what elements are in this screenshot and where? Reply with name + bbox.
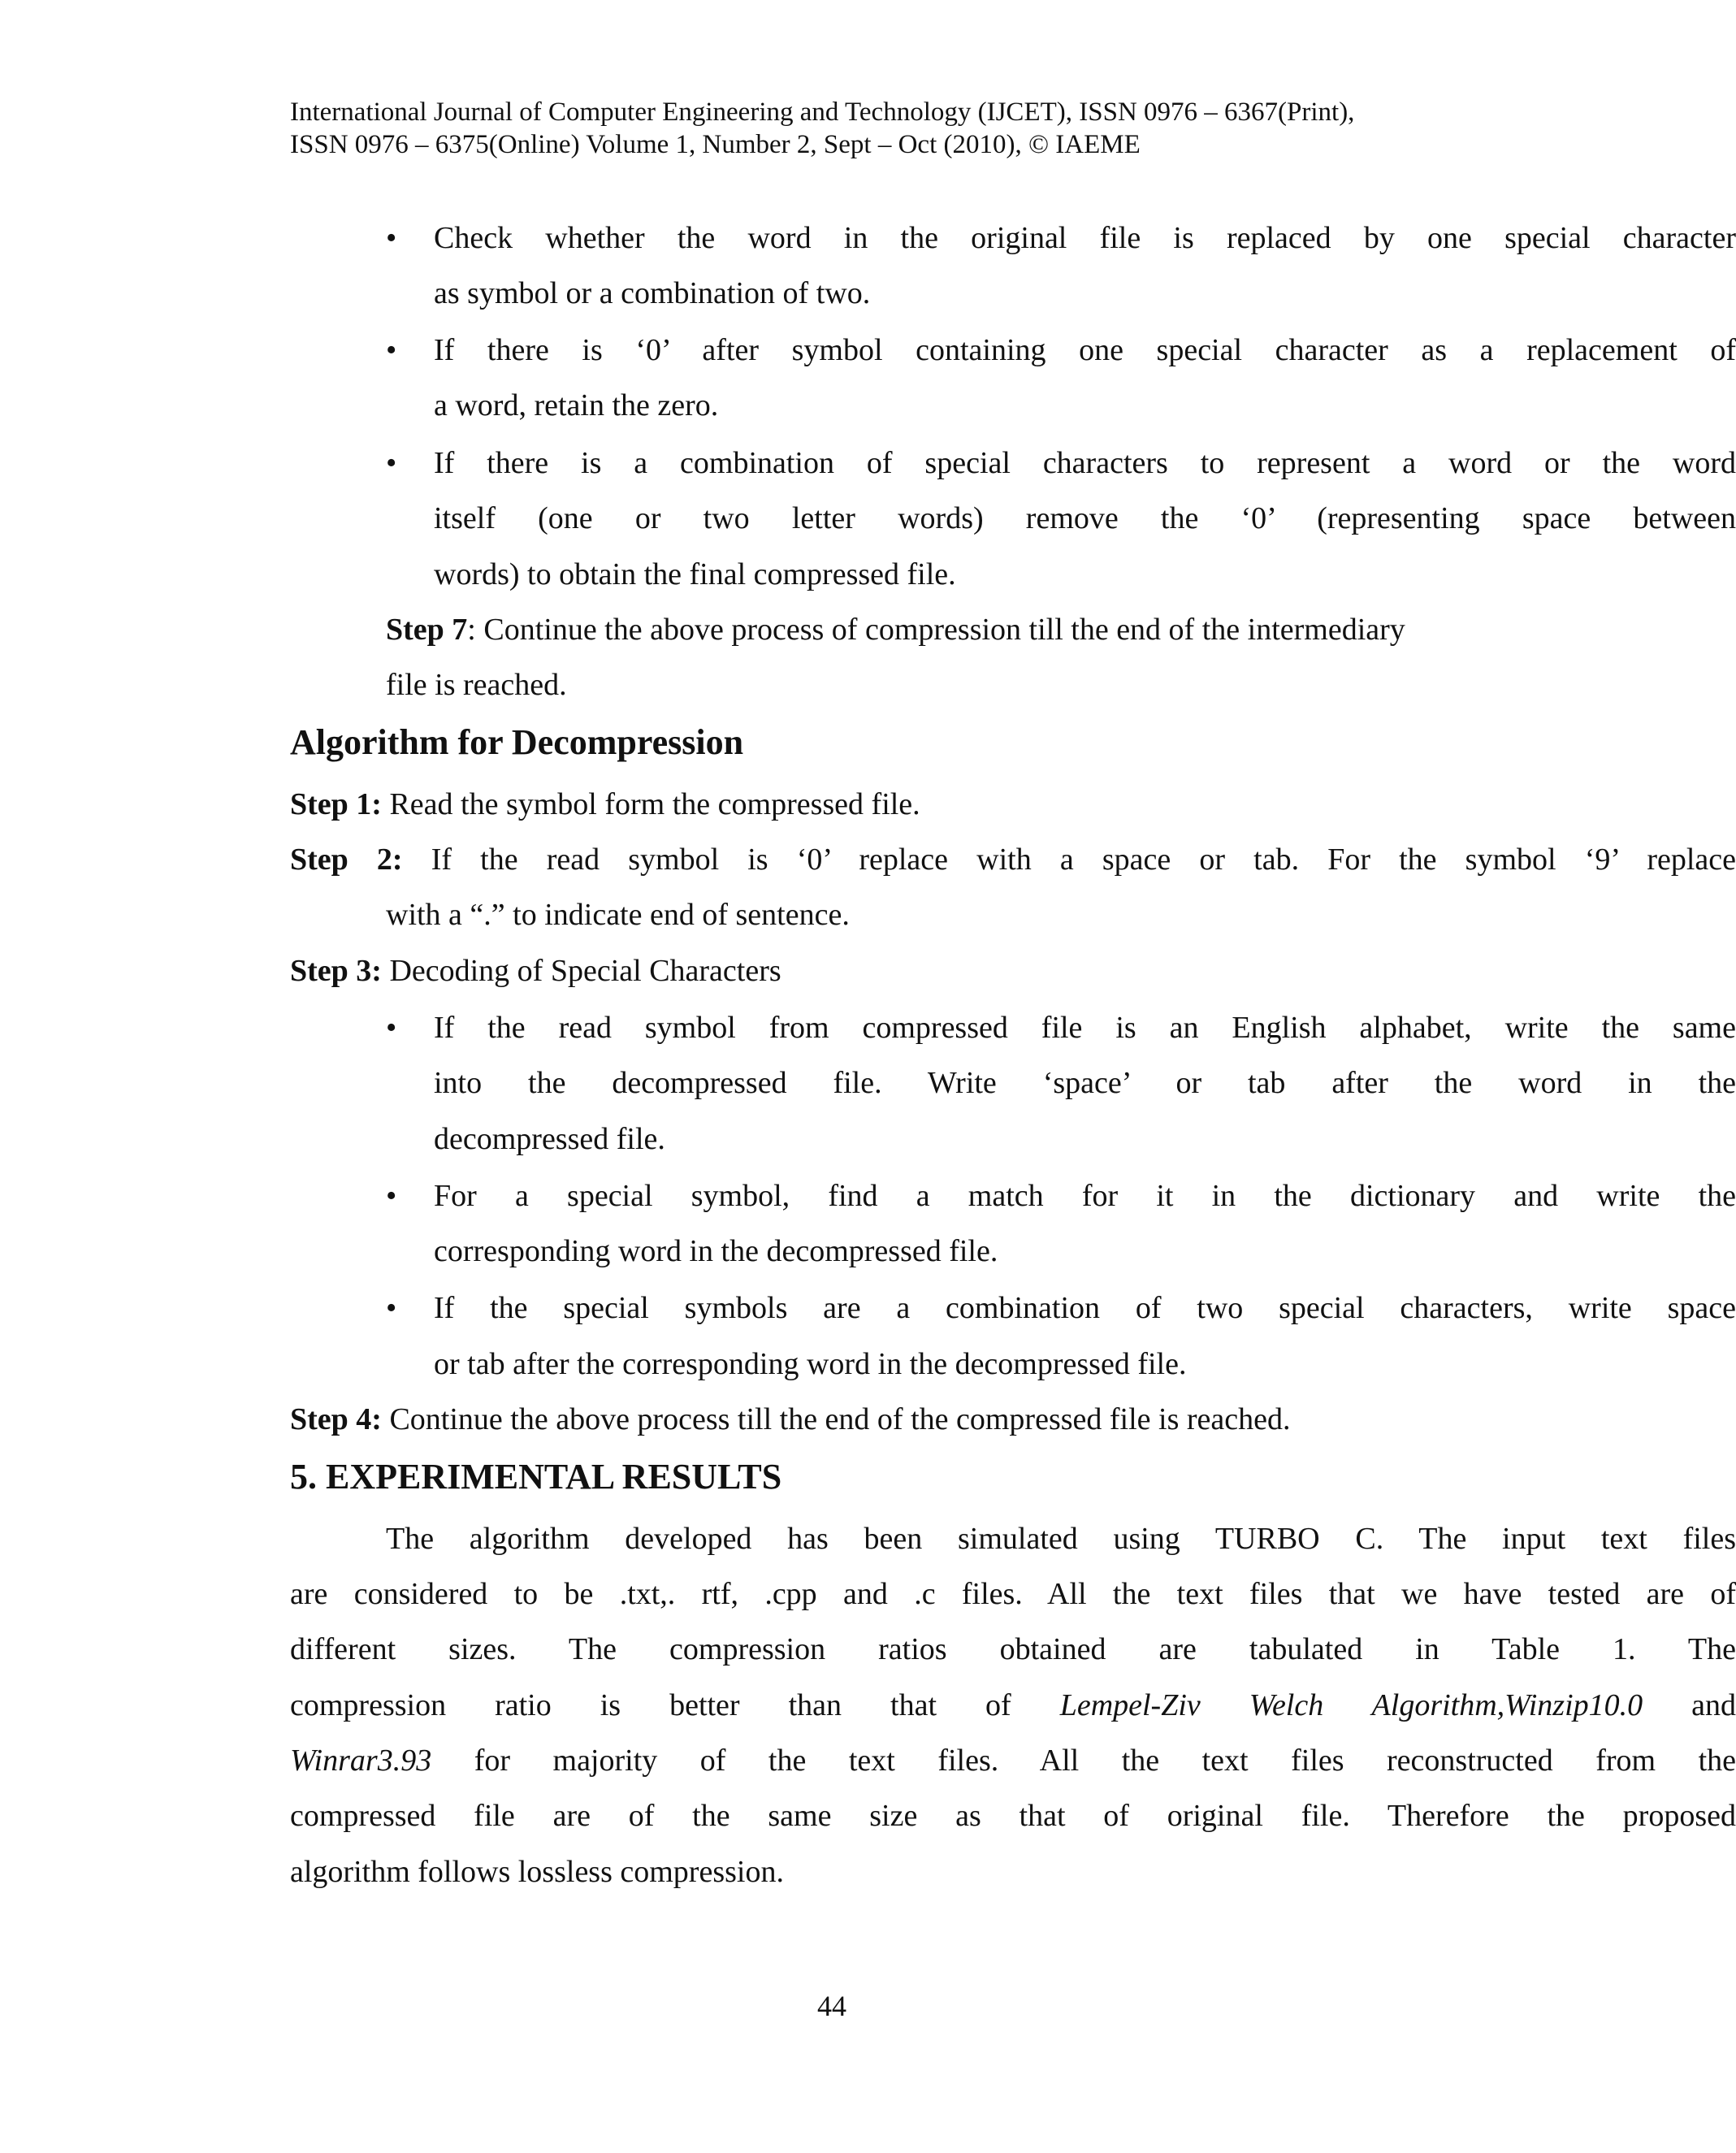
text-run: and bbox=[1691, 1688, 1736, 1722]
header-line-1: International Journal of Computer Engineering and Technology (IJCET), ISSN 0976 – 6367(Print), bbox=[290, 97, 1355, 127]
italic-run: Lempel-Ziv Welch Algorithm,Winzip10.0 bbox=[1059, 1688, 1643, 1722]
step-label: Step 4: bbox=[290, 1402, 382, 1436]
step-text: : Continue the above process of compression till the end of the intermediary bbox=[467, 613, 1405, 647]
paragraph-line: are considered to be .txt,. rtf, .cpp and .c files. All the text files that we have tested are of bbox=[290, 1577, 1736, 1611]
bullet-icon: • bbox=[386, 446, 397, 480]
section-heading: Algorithm for Decompression bbox=[290, 722, 744, 762]
text-run: compression ratio is better than that of bbox=[290, 1688, 1011, 1722]
italic-run: Winrar3.93 bbox=[290, 1744, 432, 1778]
bullet-line: If there is ‘0’ after symbol containing one special character as a replacement of bbox=[434, 333, 1736, 367]
journal-header bbox=[290, 96, 1444, 161]
step-3 bbox=[290, 951, 781, 991]
step-text: If the read symbol is ‘0’ replace with a space or tab. For the symbol ‘9’ replace bbox=[402, 843, 1736, 877]
step-label: Step 1: bbox=[290, 787, 382, 821]
step-1 bbox=[290, 784, 920, 825]
bullet-icon: • bbox=[386, 1179, 397, 1213]
bullet-icon: • bbox=[386, 1011, 397, 1045]
bullet-icon: • bbox=[386, 221, 397, 255]
page-number: 44 bbox=[817, 1990, 846, 2022]
bullet-line: Check whether the word in the original file is replaced by one special character bbox=[434, 221, 1736, 255]
step-text: Continue the above process till the end of the compressed file is reached. bbox=[381, 1402, 1291, 1436]
paragraph-line: algorithm follows lossless compression. bbox=[290, 1855, 784, 1889]
bullet-line: or tab after the corresponding word in the decompressed file. bbox=[434, 1347, 1187, 1381]
text-run: for majority of the text files. All the text files reconstructed from the bbox=[474, 1744, 1736, 1778]
paragraph-line: different sizes. The compression ratios obtained are tabulated in Table 1. The bbox=[290, 1632, 1736, 1666]
paragraph-line: compressed file are of the same size as that of original file. Therefore the proposed bbox=[290, 1799, 1736, 1833]
header-line-2: ISSN 0976 – 6375(Online) Volume 1, Number 2, Sept – Oct (2010), © IAEME bbox=[290, 130, 1141, 159]
bullet-line: decompressed file. bbox=[434, 1122, 665, 1156]
paragraph-line: The algorithm developed has been simulated using TURBO C. The input text files bbox=[386, 1522, 1736, 1556]
bullet-line: corresponding word in the decompressed file. bbox=[434, 1234, 998, 1268]
bullet-icon: • bbox=[386, 333, 397, 367]
section-heading: 5. EXPERIMENTAL RESULTS bbox=[290, 1457, 782, 1497]
bullet-line: words) to obtain the final compressed file. bbox=[434, 557, 956, 591]
bullet-line: If the read symbol from compressed file is an English alphabet, write the same bbox=[434, 1011, 1736, 1045]
bullet-icon: • bbox=[386, 1291, 397, 1325]
bullet-line: itself (one or two letter words) remove the ‘0’ (representing space between bbox=[434, 501, 1736, 535]
step-label: Step 3: bbox=[290, 954, 382, 988]
step-text: Read the symbol form the compressed file. bbox=[381, 787, 920, 821]
step-4 bbox=[290, 1399, 1291, 1440]
step-label: Step 7 bbox=[386, 613, 468, 647]
bullet-line: a word, retain the zero. bbox=[434, 388, 719, 422]
bullet-line: For a special symbol, find a match for it in the dictionary and write the bbox=[434, 1179, 1736, 1213]
bullet-line: as symbol or a combination of two. bbox=[434, 276, 871, 310]
step-text: file is reached. bbox=[386, 668, 567, 702]
paragraph-line bbox=[290, 1740, 1736, 1781]
step-text: Decoding of Special Characters bbox=[381, 954, 781, 988]
bullet-line: If there is a combination of special characters to represent a word or the word bbox=[434, 446, 1736, 480]
bullet-line: into the decompressed file. Write ‘space’ or tab after the word in the bbox=[434, 1066, 1736, 1100]
step-label: Step 2: bbox=[290, 843, 403, 877]
paragraph-line bbox=[290, 1685, 1736, 1726]
step-text: with a “.” to indicate end of sentence. bbox=[386, 898, 850, 932]
bullet-line: If the special symbols are a combination of two special characters, write space bbox=[434, 1291, 1736, 1325]
